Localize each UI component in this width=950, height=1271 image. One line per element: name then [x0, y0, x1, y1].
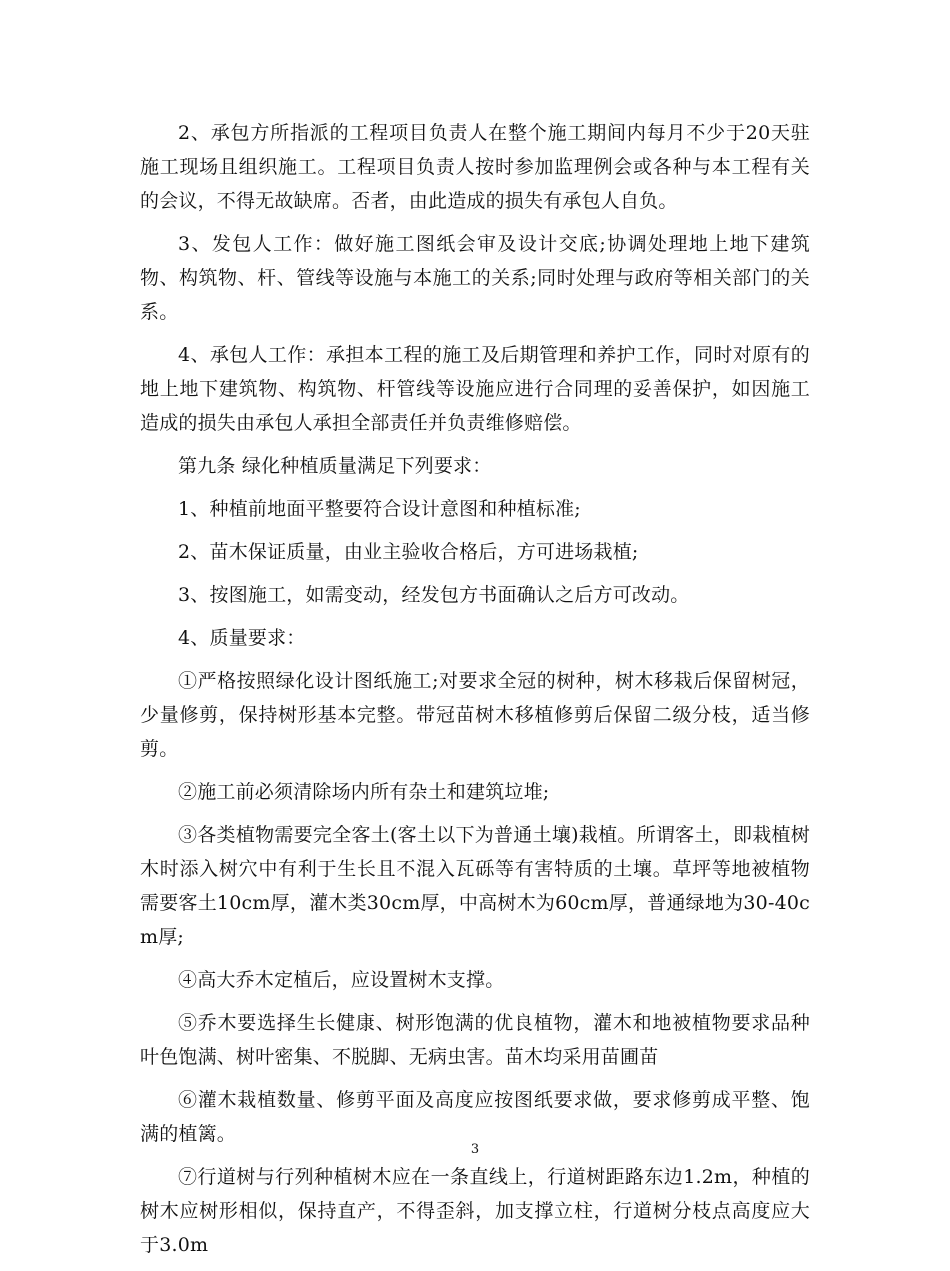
paragraph-contractor-manager: 2、承包方所指派的工程项目负责人在整个施工期间内每月不少于20天驻施工现场且组织施工。工程项目负责人按时参加监理例会或各种与本工程有关的会议，不得无故缺席。否者，由此造成的损失有承包人自负。 [140, 122, 810, 212]
paragraph-seedling-quality: 2、苗木保证质量，由业主验收合格后，方可进场栽植; [178, 541, 639, 563]
paragraph-quality-requirements: 4、质量要求： [178, 627, 306, 649]
paragraph-employer-duties: 3、发包人工作：做好施工图纸会审及设计交底;协调处理地上地下建筑物、构筑物、杆、管线等设施与本施工的关系;同时处理与政府等相关部门的关系。 [140, 233, 810, 323]
list-item-7: ⑦行道树与行列种植树木应在一条直线上，行道树距路东边1.2m，种植的树木应树形相似，保持直产，不得歪斜，加支撑立柱，行道树分枝点高度应大于3.0m [140, 1166, 810, 1256]
paragraph-contractor-duties: 4、承包人工作：承担本工程的施工及后期管理和养护工作，同时对原有的地上地下建筑物、构筑物、杆管线等设施应进行合同理的妥善保护，如因施工造成的损失由承包人承担全部责任并负责维修赔偿。 [140, 344, 810, 434]
list-item-5: ⑤乔木要选择生长健康、树形饱满的优良植物，灌木和地被植物要求品种叶色饱满、树叶密集、不脱脚、无病虫害。苗木均采用苗圃苗 [140, 1012, 810, 1068]
paragraph-construct-by-drawing: 3、按图施工，如需变动，经发包方书面确认之后方可改动。 [178, 584, 690, 606]
article-nine-heading: 第九条 绿化种植质量满足下列要求： [178, 455, 492, 477]
list-item-3: ③各类植物需要完全客土(客土以下为普通土壤)栽植。所谓客土，即栽植树木时添入树穴中有利于生长且不混入瓦砾等有害特质的土壤。草坪等地被植物需要客土10cm厚，灌木类30cm厚，中高树木为60cm厚，普通绿地为30-40cm厚; [140, 824, 810, 948]
page-number: 3 [470, 1142, 480, 1157]
list-item-2: ②施工前必须清除场内所有杂土和建筑垃堆; [178, 781, 550, 803]
list-item-4: ④高大乔木定植后，应设置树木支撑。 [178, 969, 505, 991]
list-item-1: ①严格按照绿化设计图纸施工;对要求全冠的树种，树木移栽后保留树冠，少量修剪，保持树形基本完整。带冠苗树木移植修剪后保留二级分枝，适当修剪。 [140, 670, 810, 760]
list-item-6: ⑥灌木栽植数量、修剪平面及高度应按图纸要求做，要求修剪成平整、饱满的植篱。 [140, 1089, 810, 1145]
document-body [140, 116, 810, 1271]
paragraph-ground-leveling: 1、种植前地面平整要符合设计意图和种植标准; [178, 498, 581, 520]
